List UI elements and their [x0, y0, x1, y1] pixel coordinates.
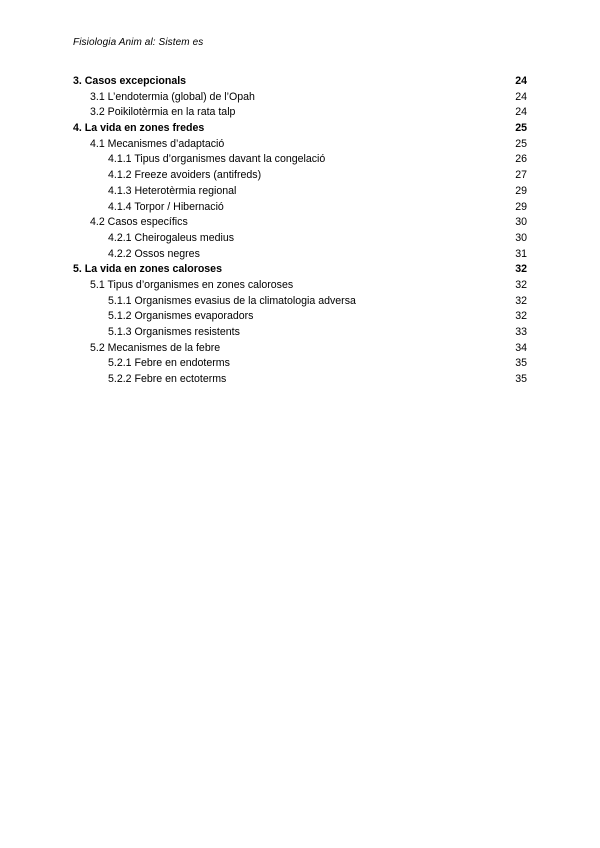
toc-entry-page: 35 — [515, 357, 527, 370]
toc-entry-page: 30 — [515, 231, 527, 244]
toc-entry-4-1-3[interactable] — [73, 184, 527, 200]
table-of-contents — [73, 74, 527, 388]
toc-entry-5-1-3[interactable] — [73, 325, 527, 341]
toc-entry-title: 4.2.1 Cheirogaleus medius — [108, 231, 235, 244]
toc-entry-page: 29 — [515, 200, 527, 213]
toc-entry-page: 32 — [515, 310, 527, 323]
toc-entry-page: 25 — [515, 137, 527, 150]
toc-entry-page: 24 — [515, 106, 527, 119]
toc-entry-title: 5. La vida en zones caloroses — [73, 263, 222, 276]
toc-entry-title: 3.2 Poikilotèrmia en la rata talp — [90, 106, 236, 119]
toc-entry-title: 5.1 Tipus d’organismes en zones caloroses — [90, 278, 294, 291]
toc-entry-title: 5.1.2 Organismes evaporadors — [108, 310, 254, 323]
toc-entry-5-2[interactable] — [73, 341, 527, 357]
toc-entry-title: 5.2 Mecanismes de la febre — [90, 341, 221, 354]
toc-entry-5-2-1[interactable] — [73, 356, 527, 372]
toc-entry-title: 3.1 L’endotermia (global) de l’Opah — [90, 90, 255, 103]
toc-entry-page: 25 — [515, 122, 527, 135]
toc-entry-title: 5.1.3 Organismes resistents — [108, 326, 240, 338]
toc-entry-title: 3. Casos excepcionals — [73, 75, 187, 87]
toc-entry-page: 29 — [515, 184, 527, 197]
toc-entry-title: 4.1.4 Torpor / Hibernació — [108, 200, 224, 213]
toc-entry-page: 35 — [515, 373, 527, 386]
toc-entry-chapter-5[interactable] — [73, 262, 527, 278]
toc-entry-4-1-2[interactable] — [73, 168, 527, 184]
toc-entry-title: 4.1.1 Tipus d’organismes davant la congelació — [108, 153, 326, 166]
toc-entry-title: 5.1.1 Organismes evasius de la climatologia adversa — [108, 294, 356, 307]
toc-entry-title: 4.2 Casos específics — [90, 216, 188, 229]
toc-entry-5-1-1[interactable] — [73, 294, 527, 310]
toc-entry-title: 4.1.3 Heterotèrmia regional — [108, 184, 237, 197]
toc-entry-4-1[interactable] — [73, 137, 527, 153]
toc-entry-3-1[interactable] — [73, 90, 527, 106]
toc-entry-5-2-2[interactable] — [73, 372, 527, 388]
toc-entry-title: 4.1.2 Freeze avoiders (antifreds) — [108, 169, 262, 182]
toc-entry-chapter-3[interactable] — [73, 74, 527, 90]
toc-entry-page: 33 — [515, 326, 527, 338]
toc-entry-title: 5.2.1 Febre en endoterms — [108, 357, 230, 370]
toc-entry-4-1-4[interactable] — [73, 200, 527, 216]
toc-entry-page: 32 — [515, 294, 527, 307]
toc-entry-page: 27 — [515, 169, 527, 182]
toc-entry-page: 32 — [515, 278, 527, 291]
toc-entry-chapter-4[interactable] — [73, 121, 527, 137]
toc-entry-title: 4.2.2 Ossos negres — [108, 247, 200, 260]
toc-entry-page: 31 — [515, 247, 527, 260]
toc-entry-5-1-2[interactable] — [73, 309, 527, 325]
toc-entry-title: 4.1 Mecanismes d’adaptació — [90, 137, 225, 150]
toc-entry-title: 4. La vida en zones fredes — [73, 122, 205, 135]
toc-entry-3-2[interactable] — [73, 105, 527, 121]
running-header-title: Fisiologia Anim al: Sistem es — [73, 37, 204, 48]
toc-entry-5-1[interactable] — [73, 278, 527, 294]
toc-entry-4-2-1[interactable] — [73, 231, 527, 247]
toc-entry-page: 34 — [515, 341, 527, 354]
toc-entry-page: 24 — [515, 90, 527, 103]
toc-entry-title: 5.2.2 Febre en ectoterms — [108, 373, 227, 386]
toc-entry-page: 24 — [515, 75, 527, 87]
toc-entry-4-2[interactable] — [73, 215, 527, 231]
toc-entry-4-1-1[interactable] — [73, 152, 527, 168]
toc-entry-page: 32 — [515, 263, 527, 276]
toc-entry-page: 30 — [515, 216, 527, 229]
toc-entry-4-2-2[interactable] — [73, 247, 527, 263]
toc-entry-page: 26 — [515, 153, 527, 166]
